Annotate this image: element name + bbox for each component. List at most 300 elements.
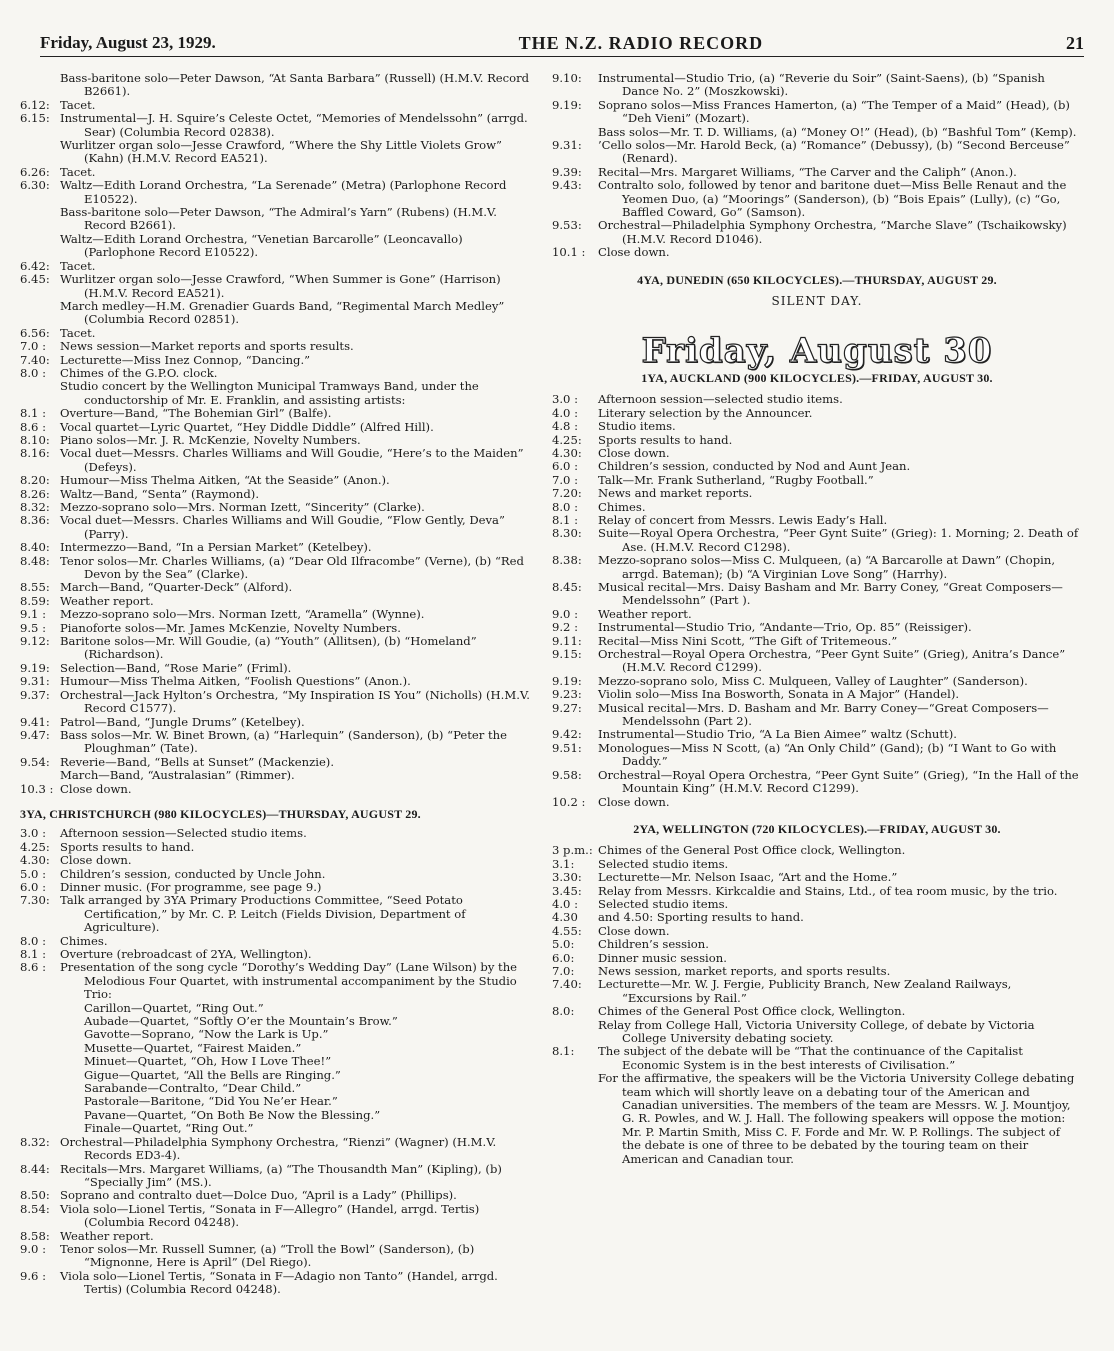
entry-text: For the affirmative, the speakers will be the Victoria University College debating team which will shortly leave on a debating tour of the American and Canadian universities. The members of the team are Messrs. W. J. Mountjoy, G. R. Powles, and W. J. Hall. The following speakers will oppose the motion: Mr. P. Martin Smith, Miss C. F. Forde and Mr. W. P. Rollings. The subject of the debate is one of three to be debated by the touring team on their American and Canadian tour. [598,1071,1075,1166]
entry-text: Instrumental—Studio Trio, (a) “Reverie du Soir” (Saint-Saens), (b) “Spanish Dance No. 2” (Moszkowski). [598,71,1045,99]
programme-entry [552,514,1082,527]
entry-text: Mezzo-soprano solo—Mrs. Norman Izett, “Sincerity” (Clarke). [60,500,425,514]
entry-text: Relay from College Hall, Victoria University College, of debate by Victoria College University debating society. [598,1017,1035,1045]
programme-entry [20,233,535,260]
entry-text: Musical recital—Mrs. Daisy Basham and Mr. Barry Coney, “Great Composers—Mendelssohn” (Part ). [598,580,1063,608]
song-cycle-item: Minuet—Quartet, “Oh, How I Love Thee!” [84,1054,332,1069]
page-header [40,30,1084,57]
entry-time: 8.20: [20,473,50,488]
programme-entry [20,769,535,782]
entry-text: Selection—Band, “Rose Marie” (Friml). [60,660,292,675]
entry-text: Recital—Mrs. Margaret Williams, “The Carver and the Caliph” (Anon.). [598,164,1017,179]
programme-entry [20,340,535,353]
entry-text: News and market reports. [598,486,753,501]
entry-time: 6.26: [20,164,50,179]
programme-entry [20,1136,535,1163]
entry-text: Sports results to hand. [60,839,195,854]
entry-text: Dinner music. (For programme, see page 9.) [60,879,322,894]
programme-entry [552,501,1082,514]
entry-time: 4.0 : [552,405,579,420]
entry-text: Suite—Royal Opera Orchestra, “Peer Gynt Suite” (Grieg): 1. Morning; 2. Death of Ase. (H.M.V. Record C1298). [598,526,1079,554]
programme-entry [20,1189,535,1202]
entry-text: Recital—Miss Nini Scott, “The Gift of Tritemeous.” [598,633,898,648]
programme-entry [552,648,1082,675]
entry-text: Wurlitzer organ solo—Jesse Crawford, “Where the Shy Little Violets Grow” (Kahn) (H.M.V. Record EA521). [60,138,502,166]
entry-time: 9.37: [20,687,50,702]
entry-time: 9.58: [552,767,582,782]
section-heading-2ya: 2YA, WELLINGTON (720 KILOCYCLES).—FRIDAY, AUGUST 30. [633,821,1001,836]
christchurch-3ya-programme-end [552,72,1082,260]
entry-text: Weather report. [60,593,154,608]
entry-time: 4.30: [20,853,50,868]
entry-time: 9.2 : [552,620,579,635]
programme-entry [20,1230,535,1243]
entry-text: Chimes. [60,933,108,948]
entry-time: 4.8 : [552,419,579,434]
entry-text: Instrumental—Studio Trio, “A La Bien Aimee” waltz (Schutt). [598,727,957,742]
entry-text: Close down. [598,923,670,938]
entry-time: 6.0: [552,950,575,965]
programme-entry [20,273,535,300]
programme-entry [20,421,535,434]
entry-text: Baritone solos—Mr. Will Goudie, (a) “Youth” (Allitsen), (b) “Homeland” (Richardson). [60,634,477,662]
programme-entry [552,796,1082,809]
entry-text: Wurlitzer organ solo—Jesse Crawford, “When Summer is Gone” (Harrison) (H.M.V. Record EA521). [60,272,501,300]
entry-time: 7.0 : [552,472,579,487]
entry-time: 9.23: [552,687,582,702]
programme-entry [552,434,1082,447]
entry-text: Instrumental—Studio Trio, “Andante—Trio, Op. 85” (Reissiger). [598,620,972,635]
programme-entry [552,407,1082,420]
entry-text: Afternoon session—selected studio items. [598,392,843,407]
entry-time: 9.12: [20,634,50,649]
entry-time: 4.55: [552,923,582,938]
programme-entry [20,948,535,961]
entry-time: 8.0 : [20,933,47,948]
entry-text: Weather report. [60,1228,154,1243]
entry-text: Pianoforte solos—Mr. James McKenzie, Novelty Numbers. [60,620,401,635]
entry-time: 8.55: [20,580,50,595]
programme-entry [552,72,1082,99]
entry-time: 9.39: [552,164,582,179]
programme-entry [552,844,1082,857]
entry-text: Bass-baritone solo—Peter Dawson, “At Santa Barbara” (Russell) (H.M.V. Record B2661). [60,71,530,99]
programme-entry [20,555,535,582]
entry-text: Lecturette—Mr. W. J. Fergie, Publicity Branch, New Zealand Railways, “Excursions by Rail.” [598,977,1012,1005]
entry-time: 9.19: [552,97,582,112]
entry-text: Tenor solos—Mr. Charles Williams, (a) “Dear Old Ilfracombe” (Verne), (b) “Red Devon by the Sea” (Clarke). [60,553,524,582]
entry-time: 9.5 : [20,620,47,635]
entry-text: Bass solos—Mr. W. Binet Brown, (a) “Harlequin” (Sanderson), (b) “Peter the Ploughman” (Tate). [60,727,507,756]
entry-text: Recitals—Mrs. Margaret Williams, (a) “The Thousandth Man” (Kipling), (b) “Specially Jim” (MS.). [60,1161,502,1189]
programme-entry [552,554,1082,581]
entry-text: Tacet. [60,97,96,112]
entry-time: 9.0 : [552,606,579,621]
programme-entry [20,514,535,541]
entry-time: 8.30: [552,526,582,541]
masthead-title: THE N.Z. RADIO RECORD [518,32,764,53]
entry-text: Piano solos—Mr. J. R. McKenzie, Novelty Numbers. [60,432,361,447]
entry-time: 7.0 : [20,339,47,354]
entry-time: 3.1: [552,856,575,871]
song-cycle-item: Aubade—Quartet, “Softly O’er the Mountain’s Brow.” [84,1014,398,1029]
entry-time: 6.56: [20,325,50,340]
programme-entry [20,675,535,688]
entry-text: Orchestral—Royal Opera Orchestra, “Peer Gynt Suite” (Grieg), “In the Hall of the Mountain King” (H.M.V. Record C1299). [598,767,1079,796]
programme-entry [20,72,535,99]
entry-text: Waltz—Band, “Senta” (Raymond). [60,486,260,501]
entry-time: 9.1 : [20,607,47,622]
entry-time: 9.15: [552,647,582,662]
silent-day-note: SILENT DAY. [771,294,863,309]
programme-entry [552,219,1082,246]
programme-entry [552,925,1082,938]
entry-text: The subject of the debate will be “That the continuance of the Capitalist Economic System is in the best interests of Civilisation.” [598,1044,1023,1072]
programme-entry [552,460,1082,473]
programme-entry [552,447,1082,460]
entry-text: Talk—Mr. Frank Sutherland, “Rugby Football.” [598,472,874,487]
entry-time: 8.40: [20,540,50,555]
programme-entry [20,622,535,635]
entry-time: 8.59: [20,593,50,608]
entry-text: Overture (rebroadcast of 2YA, Wellington). [60,947,312,961]
entry-time: 10.2 : [552,794,586,809]
programme-entry [20,595,535,608]
christchurch-3ya-programme [20,827,535,1001]
entry-text: Relay from Messrs. Kirkcaldie and Stains, Ltd., of tea room music, by the trio. [598,883,1058,898]
programme-entry [20,179,535,206]
entry-text: Children’s session, conducted by Nod and Aunt Jean. [598,459,911,474]
entry-text: Monologues—Miss N Scott, (a) “An Only Child” (Gand); (b) “I Want to Go with Daddy.” [598,740,1057,769]
entry-text: Mezzo-soprano solo—Mrs. Norman Izett, “Aramella” (Wynne). [60,607,425,622]
programme-entry [552,246,1082,259]
programme-entry [552,99,1082,126]
programme-entry [552,858,1082,871]
programme-entry [552,1005,1082,1018]
entry-time: 8.45: [552,580,582,594]
programme-entry [552,871,1082,884]
programme-entry [20,166,535,179]
entry-time: 4.30: [552,445,582,460]
entry-text: Violin solo—Miss Ina Bosworth, Sonata in A Major” (Handel). [598,687,960,702]
entry-text: Vocal duet—Messrs. Charles Williams and Will Goudie, “Here’s to the Maiden” (Defeys). [60,446,524,474]
entry-time: 9.41: [20,714,50,729]
entry-time: 9.19: [20,660,50,675]
entry-text: Close down. [60,853,132,868]
entry-time: 9.51: [552,740,582,755]
entry-time: 8.50: [20,1188,50,1203]
entry-text: Selected studio items. [598,896,729,911]
entry-text: Presentation of the song cycle “Dorothy’s Wedding Day” (Lane Wilson) by the Melodious Four Quartet, with instrumental accompaniment by the Studio Trio: [60,960,518,1002]
entry-text: March—Band, “Quarter-Deck” (Alford). [60,580,293,595]
entry-text: Orchestral—Royal Opera Orchestra, “Peer Gynt Suite” (Grieg), Anitra’s Dance” (H.M.V. Record C1299). [598,647,1066,675]
entry-time: 7.20: [552,486,582,501]
entry-text: Overture—Band, “The Bohemian Girl” (Balfe). [60,406,332,421]
entry-time: 6.0 : [20,879,47,894]
programme-entry [552,1019,1082,1046]
entry-text: Humour—Miss Thelma Aitken, “At the Seaside” (Anon.). [60,473,390,488]
entry-time: 8.0: [552,1004,575,1019]
christchurch-3ya-programme-continued [20,1136,535,1297]
programme-entry [552,621,1082,634]
entry-time: 8.10: [20,432,50,447]
programme-entry [20,827,535,840]
day-heading: Friday, August 30 [641,330,993,371]
entry-time: 8.6 : [20,419,47,434]
entry-time: 8.26: [20,486,50,501]
entry-text: ’Cello solos—Mr. Harold Beck, (a) “Romance” (Debussy), (b) “Second Berceuse” (Renard). [598,138,1070,166]
entry-time: 7.0: [552,963,575,978]
entry-text: Studio concert by the Wellington Municipal Tramways Band, under the conductorship of Mr. E. Franklin, and assisting artists: [60,379,479,407]
programme-entry [552,769,1082,796]
entry-text: Selected studio items. [598,856,729,871]
programme-entry [20,894,535,934]
programme-entry [552,938,1082,951]
programme-entry [552,702,1082,729]
left-column [20,72,535,1297]
entry-text: Afternoon session—Selected studio items. [60,826,307,841]
entry-time: 6.12: [20,97,50,112]
entry-text: Vocal quartet—Lyric Quartet, “Hey Diddle Diddle” (Alfred Hill). [60,419,434,434]
entry-text: Dinner music session. [598,950,727,965]
song-cycle-list [20,1002,535,1136]
entry-text: March medley—H.M. Grenadier Guards Band, “Regimental March Medley” (Columbia Record 02851). [60,298,505,327]
programme-entry [552,675,1082,688]
entry-time: 4.0 : [552,896,579,911]
programme-entry [552,898,1082,911]
right-column [552,72,1082,1166]
entry-text: Tenor solos—Mr. Russell Sumner, (a) “Troll the Bowl” (Sanderson), (b) “Mignonne, Here is April” (Del Riego). [60,1241,475,1270]
entry-time: 8.44: [20,1161,50,1176]
programme-entry [552,885,1082,898]
programme-entry [20,501,535,514]
song-cycle-item: Gigue—Quartet, “All the Bells are Ringing.” [84,1067,341,1082]
entry-time: 4.25: [20,839,50,854]
entry-text: Chimes of the General Post Office clock, Wellington. [598,1004,906,1019]
programme-entry [20,447,535,474]
song-cycle-item: Sarabande—Contralto, “Dear Child.” [84,1081,302,1096]
entry-text: Studio items. [598,419,676,434]
entry-text: Musical recital—Mrs. D. Basham and Mr. Barry Coney—“Great Composers—Mendelssohn (Part 2). [598,700,1049,729]
entry-text: Soprano and contralto duet—Dolce Duo, “April is a Lady” (Phillips). [60,1188,457,1203]
song-cycle-item: Carillon—Quartet, “Ring Out.” [84,1000,264,1015]
programme-entry [20,367,535,380]
entry-text: Mezzo-soprano solos—Miss C. Mulqueen, (a) “A Barcarolle at Dawn” (Chopin, arrgd. Bateman); (b) “A Virginian Love Song” (Harrhy). [598,553,1056,581]
programme-entry [552,952,1082,965]
song-cycle-item: Musette—Quartet, “Fairest Maiden.” [84,1040,302,1055]
section-heading-3ya: 3YA, CHRISTCHURCH (980 KILOCYCLES)—THURSDAY, AUGUST 29. [20,806,421,821]
entry-text: Tacet. [60,325,96,340]
entry-time: 10.1 : [552,245,586,260]
entry-time: 8.58: [20,1228,50,1243]
entry-text: Close down. [60,781,132,796]
entry-time: 9.42: [552,727,582,742]
entry-text: Viola solo—Lionel Tertis, “Sonata in F—Adagio non Tanto” (Handel, arrgd. Tertis) (Columbia Record 04248). [60,1268,498,1297]
song-cycle-item: Gavotte—Soprano, “Now the Lark is Up.” [84,1027,329,1042]
programme-entry [20,1270,535,1297]
entry-time: 8.6 : [20,960,47,975]
entry-text: Soprano solos—Miss Frances Hamerton, (a) “The Temper of a Maid” (Head), (b) “Deh Vieni” (Mozart). [598,97,1070,126]
entry-text: Sports results to hand. [598,432,733,447]
programme-entry [552,978,1082,1005]
entry-text: Humour—Miss Thelma Aitken, “Foolish Questions” (Anon.). [60,674,411,689]
entry-text: Chimes of the G.P.O. clock. [60,365,218,380]
programme-entry [552,688,1082,701]
programme-entry [20,300,535,327]
section-heading-4ya: 4YA, DUNEDIN (650 KILOCYCLES).—THURSDAY, AUGUST 29. [637,272,997,287]
entry-text: Chimes. [598,499,646,514]
entry-time: 8.1: [552,1044,575,1059]
programme-entry [20,961,535,1001]
programme-entry [20,99,535,112]
entry-time: 8.0 : [552,499,579,514]
programme-entry [20,581,535,594]
programme-entry [20,541,535,554]
entry-text: Lecturette—Mr. Nelson Isaac, “Art and the Home.” [598,870,898,885]
programme-entry [20,434,535,447]
programme-entry [552,474,1082,487]
entry-text: Waltz—Edith Lorand Orchestra, “La Serenade” (Metra) (Parlophone Record E10522). [60,178,507,206]
issue-date: Friday, August 23, 1929. [40,33,216,52]
entry-time: 10.3 : [20,781,54,796]
programme-entry [20,1203,535,1230]
auckland-1ya-programme [552,393,1082,809]
entry-time: 8.32: [20,500,50,514]
entry-time: 3.0 : [20,826,47,841]
programme-entry [20,1243,535,1270]
programme-entry [20,841,535,854]
entry-text: News session, market reports, and sports results. [598,963,891,978]
entry-text: Reverie—Band, “Bells at Sunset” (Mackenzie). [60,754,335,769]
entry-text: Orchestral—Jack Hylton’s Orchestra, “My Inspiration IS You” (Nicholls) (H.M.V. Record C1577). [60,687,530,716]
programme-entry [552,728,1082,741]
programme-entry [20,608,535,621]
entry-time: 3.45: [552,883,582,898]
entry-text: Children’s session. [598,937,709,952]
entry-time: 9.19: [552,673,582,688]
entry-text: Waltz—Edith Lorand Orchestra, “Venetian Barcarolle” (Leoncavallo) (Parlophone Record E10522). [60,231,463,260]
entry-text: Lecturette—Miss Inez Connop, “Dancing.” [60,352,311,367]
programme-entry [20,689,535,716]
entry-text: Orchestral—Philadelphia Symphony Orchestra, “Rienzi” (Wagner) (H.M.V. Records ED3-4). [60,1134,497,1163]
entry-text: Relay of concert from Messrs. Lewis Eady’s Hall. [598,512,888,527]
entry-time: 7.30: [20,893,50,908]
wellington-2ya-programme [552,844,1082,1166]
wellington-2ya-thursday-continued [20,72,535,796]
entry-text: Bass solos—Mr. T. D. Williams, (a) “Money O!” (Head), (b) “Bashful Tom” (Kemp). [598,124,1077,139]
entry-time: 6.30: [20,178,50,193]
entry-time: 9.47: [20,727,50,742]
programme-entry [20,854,535,867]
entry-text: Contralto solo, followed by tenor and baritone duet—Miss Belle Renaut and the Yeomen Duo, (a) “Moorings” (Sanderson), (b) “Bois Epais” (Lully), (c) “Go, Baffled Coward, Go” (Samson). [598,178,1067,220]
entry-time: 8.1 : [552,512,579,527]
programme-entry [20,260,535,273]
song-cycle-item: Finale—Quartet, “Ring Out.” [84,1121,254,1136]
programme-entry [20,474,535,487]
entry-time: 6.0 : [552,459,579,474]
song-cycle-item: Pastorale—Baritone, “Did You Ne’er Hear.” [84,1094,338,1109]
entry-time: 6.15: [20,111,50,126]
programme-entry [552,608,1082,621]
programme-entry [20,881,535,894]
entry-time: 3 p.m.: [552,843,593,858]
entry-time: 8.48: [20,553,50,568]
page-number: 21 [1065,32,1084,53]
programme-entry [552,393,1082,406]
entry-text: Weather report. [598,606,692,621]
entry-text: and 4.50: Sporting results to hand. [598,910,804,925]
entry-time: 6.45: [20,272,50,287]
entry-time: 9.6 : [20,1268,47,1283]
entry-time: 8.54: [20,1201,50,1216]
programme-entry [20,756,535,769]
entry-text: Children’s session, conducted by Uncle John. [60,866,326,881]
programme-entry [552,166,1082,179]
entry-text: Talk arranged by 3YA Primary Productions Committee, “Seed Potato Certification,” by Mr. C. P. Leitch (Fields Division, Department of Agriculture). [60,893,466,935]
entry-time: 9.54: [20,754,50,769]
entry-text: Literary selection by the Announcer. [598,405,813,420]
entry-text: Close down. [598,794,670,809]
entry-time: 9.43: [552,178,582,193]
programme-entry [552,527,1082,554]
entry-time: 7.40: [20,352,50,367]
programme-entry [552,126,1082,139]
programme-entry [20,327,535,340]
programme-entry [20,206,535,233]
programme-entry [20,488,535,501]
entry-text: March—Band, “Australasian” (Rimmer). [60,768,295,783]
song-cycle-item: Pavane—Quartet, “On Both Be Now the Blessing.” [84,1107,381,1122]
programme-entry [552,487,1082,500]
entry-text: Vocal duet—Messrs. Charles Williams and Will Goudie, “Flow Gently, Deva” (Parry). [60,513,505,541]
entry-time: 6.42: [20,258,50,273]
programme-entry [20,716,535,729]
entry-text: News session—Market reports and sports results. [60,339,354,354]
entry-text: Instrumental—J. H. Squire’s Celeste Octet, “Memories of Mendelssohn” (arrgd. Sear) (Columbia Record 02838). [60,111,528,139]
entry-time: 8.38: [552,553,582,568]
programme-entry [552,139,1082,166]
programme-entry [20,935,535,948]
entry-time: 9.31: [20,674,50,689]
entry-time: 4.30 [552,910,578,925]
entry-time: 9.31: [552,138,582,153]
entry-text: Orchestral—Philadelphia Symphony Orchestra, “Marche Slave” (Tschaikowsky) (H.M.V. Record D1046). [598,218,1067,246]
entry-text: Mezzo-soprano solo, Miss C. Mulqueen, Valley of Laughter” (Sanderson). [598,673,1028,688]
entry-time: 5.0 : [20,866,47,881]
entry-time: 8.0 : [20,365,47,380]
entry-time: 9.10: [552,71,582,85]
programme-entry [552,742,1082,769]
entry-time: 7.40: [552,977,582,992]
entry-text: Chimes of the General Post Office clock, Wellington. [598,843,906,858]
programme-entry [20,407,535,420]
entry-time: 8.1 : [20,947,47,961]
entry-time: 9.0 : [20,1241,47,1256]
entry-time: 8.36: [20,513,50,528]
entry-time: 8.32: [20,1134,50,1149]
entry-time: 9.53: [552,218,582,233]
programme-entry [552,1045,1082,1072]
programme-entry [552,1072,1082,1166]
entry-text: Patrol—Band, “Jungle Drums” (Ketelbey). [60,714,305,729]
programme-entry [20,783,535,796]
entry-text: Tacet. [60,164,96,179]
entry-time: 4.25: [552,432,582,447]
programme-entry [20,380,535,407]
programme-entry [20,1163,535,1190]
programme-entry [20,662,535,675]
programme-entry [20,868,535,881]
